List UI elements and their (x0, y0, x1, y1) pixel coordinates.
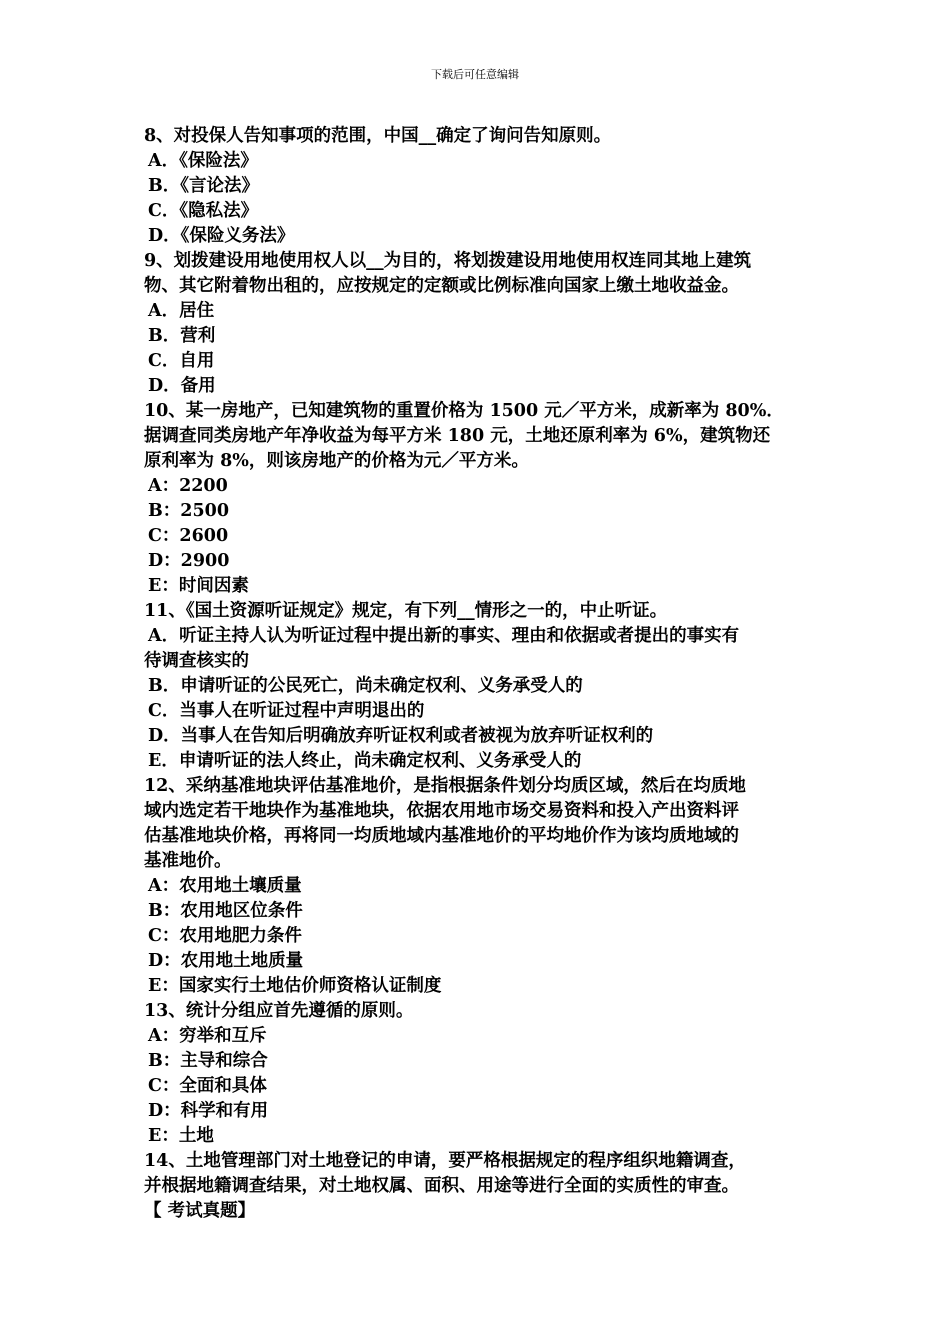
question-text: 14、土地管理部门对土地登记的申请，要严格根据规定的程序组织地籍调查， (144, 1151, 746, 1171)
answer-option: E：时间因素 (148, 576, 249, 596)
answer-option: D：科学和有用 (148, 1101, 269, 1121)
answer-option: B．《言论法》 (148, 176, 260, 196)
answer-option: A：穷举和互斥 (148, 1026, 267, 1046)
answer-option: E：国家实行土地估价师资格认证制度 (148, 976, 442, 996)
question-text: 9、划拨建设用地使用权人以__为目的，将划拨建设用地使用权连同其地上建筑 (144, 251, 752, 271)
question-text: 12、采纳基准地块评估基准地价，是指根据条件划分均质区域，然后在均质地 (144, 776, 746, 796)
answer-option: E：土地 (148, 1126, 214, 1146)
answer-option: A：2200 (148, 476, 228, 496)
question-text: 13、统计分组应首先遵循的原则。 (144, 1001, 414, 1021)
answer-option: D．备用 (148, 376, 216, 396)
answer-option: C：2600 (148, 526, 229, 546)
question-text: 并根据地籍调查结果，对土地权属、面积、用途等进行全面的实质性的审查。 (144, 1176, 739, 1196)
answer-option: C：农用地肥力条件 (148, 926, 302, 946)
answer-option: B．营利 (148, 326, 216, 346)
answer-option: D：农用地土地质量 (148, 951, 304, 971)
page-header: 下载后可任意编辑 (431, 68, 519, 81)
question-text: 原利率为 8%，则该房地产的价格为元／平方米。 (144, 451, 529, 471)
document-body (144, 124, 810, 1224)
answer-option: C：全面和具体 (148, 1076, 267, 1096)
answer-option: B：2500 (148, 501, 229, 521)
question-text: 估基准地块价格，再将同一均质地域内基准地价的平均地价作为该均质地域的 (144, 826, 739, 846)
answer-option: B．申请听证的公民死亡，尚未确定权利、义务承受人的 (148, 676, 583, 696)
question-text: 【 考试真题】 (144, 1201, 256, 1221)
question-text: 基准地价。 (144, 851, 232, 871)
question-text: 待调查核实的 (144, 651, 249, 671)
answer-option: D．《保险义务法》 (148, 226, 295, 246)
question-text: 10、某一房地产，已知建筑物的重置价格为 1500 元／平方米，成新率为 80%． (144, 401, 784, 421)
question-text: 物、其它附着物出租的，应按规定的定额或比例标准向国家上缴土地收益金。 (144, 276, 739, 296)
answer-option: D：2900 (148, 551, 230, 571)
question-text: 据调查同类房地产年净收益为每平方米 180 元，土地还原利率为 6%，建筑物还 (144, 426, 771, 446)
answer-option: C．《隐私法》 (148, 201, 259, 221)
question-text: 8、对投保人告知事项的范围，中国__确定了询问告知原则。 (144, 126, 612, 146)
answer-option: B：农用地区位条件 (148, 901, 303, 921)
answer-option: A．听证主持人认为听证过程中提出新的事实、理由和依据或者提出的事实有 (148, 626, 740, 646)
answer-option: A．居住 (148, 301, 215, 321)
question-text: 域内选定若干地块作为基准地块，依据农用地市场交易资料和投入产出资料评 (144, 801, 739, 821)
question-text: 11、《国土资源听证规定》规定，有下列__情形之一的，中止听证。 (144, 601, 668, 621)
answer-option: C．自用 (148, 351, 215, 371)
answer-option: D．当事人在告知后明确放弃听证权利或者被视为放弃听证权利的 (148, 726, 654, 746)
answer-option: E．申请听证的法人终止，尚未确定权利、义务承受人的 (148, 751, 582, 771)
answer-option: A．《保险法》 (148, 151, 258, 171)
answer-option: B：主导和综合 (148, 1051, 268, 1071)
answer-option: A：农用地土壤质量 (148, 876, 302, 896)
answer-option: C．当事人在听证过程中声明退出的 (148, 701, 425, 721)
